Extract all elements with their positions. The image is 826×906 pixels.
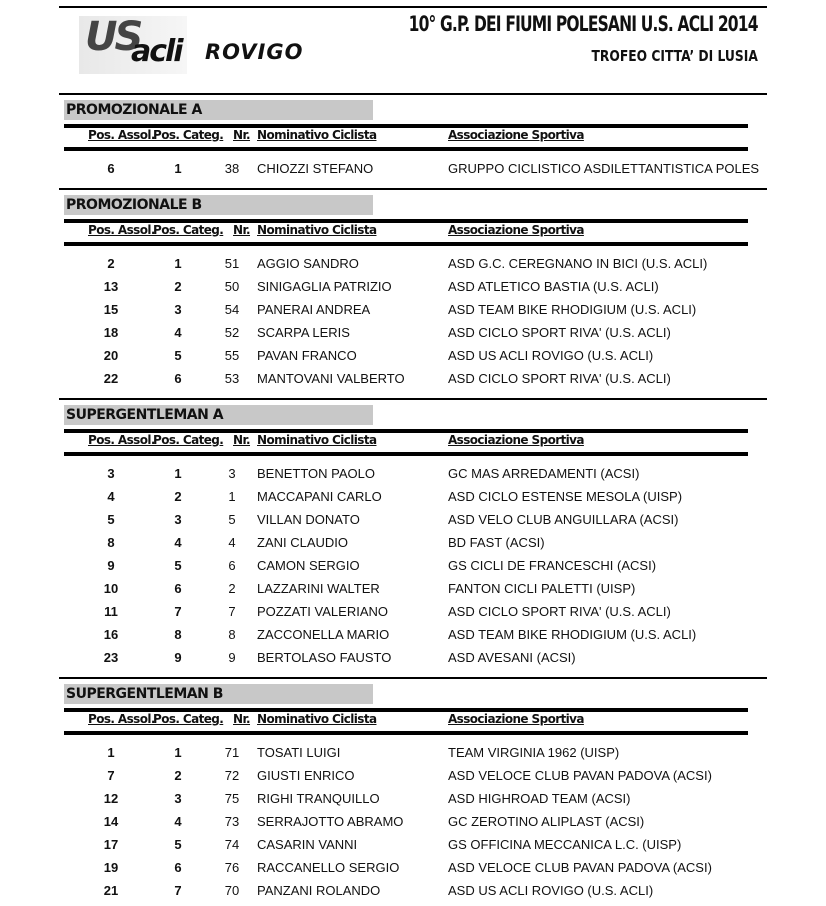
table-row xyxy=(59,883,767,905)
column-header-nominativo: Nominativo Ciclista xyxy=(257,433,377,447)
us-acli-logo xyxy=(79,16,187,74)
table-row xyxy=(59,512,767,534)
bib-number-cell: 8 xyxy=(228,627,236,642)
pos-categ-cell: 2 xyxy=(174,279,182,294)
pos-categ-cell: 2 xyxy=(174,768,182,783)
pos-categ-cell: 3 xyxy=(174,302,182,317)
pos-categ-cell: 6 xyxy=(174,581,182,596)
table-row xyxy=(59,279,767,301)
bib-number-cell: 51 xyxy=(224,256,240,271)
table-row xyxy=(59,791,767,813)
rider-name-cell: PANZANI ROLANDO xyxy=(257,883,381,898)
club-cell: FANTON CICLI PALETTI (UISP) xyxy=(448,581,636,596)
bib-number-cell: 53 xyxy=(224,371,240,386)
bib-number-cell: 54 xyxy=(224,302,240,317)
table-row xyxy=(59,768,767,790)
column-header-pos-assol: Pos. Assol. xyxy=(88,433,155,447)
bib-number-cell: 38 xyxy=(224,161,240,176)
column-header-nominativo: Nominativo Ciclista xyxy=(257,128,377,142)
pos-assol-cell: 10 xyxy=(103,581,119,596)
pos-categ-cell: 6 xyxy=(174,860,182,875)
rider-name-cell: CAMON SERGIO xyxy=(257,558,360,573)
column-header-pos-assol: Pos. Assol. xyxy=(88,223,155,237)
pos-categ-cell: 5 xyxy=(174,837,182,852)
column-header-associazione: Associazione Sportiva xyxy=(448,433,584,447)
header-rule-bottom xyxy=(64,147,748,151)
table-row xyxy=(59,489,767,511)
pos-categ-cell: 3 xyxy=(174,512,182,527)
pos-categ-cell: 8 xyxy=(174,627,182,642)
rider-name-cell: MACCAPANI CARLO xyxy=(257,489,382,504)
pos-assol-cell: 18 xyxy=(103,325,119,340)
club-cell: ASD VELOCE CLUB PAVAN PADOVA (ACSI) xyxy=(448,768,712,783)
table-row xyxy=(59,161,767,183)
club-cell: GS OFFICINA MECCANICA L.C. (UISP) xyxy=(448,837,682,852)
column-header-associazione: Associazione Sportiva xyxy=(448,223,584,237)
table-row xyxy=(59,604,767,626)
section-divider xyxy=(59,188,767,190)
pos-assol-cell: 23 xyxy=(103,650,119,665)
header-rule-bottom xyxy=(64,242,748,246)
pos-assol-cell: 16 xyxy=(103,627,119,642)
table-row xyxy=(59,535,767,557)
pos-assol-cell: 15 xyxy=(103,302,119,317)
rider-name-cell: PANERAI ANDREA xyxy=(257,302,371,317)
pos-assol-cell: 9 xyxy=(107,558,115,573)
table-row xyxy=(59,627,767,649)
column-header-nominativo: Nominativo Ciclista xyxy=(257,223,377,237)
rider-name-cell: BERTOLASO FAUSTO xyxy=(257,650,392,665)
column-header-associazione: Associazione Sportiva xyxy=(448,712,584,726)
club-cell: ASD VELOCE CLUB PAVAN PADOVA (ACSI) xyxy=(448,860,712,875)
rider-name-cell: PAVAN FRANCO xyxy=(257,348,357,363)
rider-name-cell: VILLAN DONATO xyxy=(257,512,360,527)
club-cell: GC ZEROTINO ALIPLAST (ACSI) xyxy=(448,814,645,829)
table-row xyxy=(59,814,767,836)
column-header-associazione: Associazione Sportiva xyxy=(448,128,584,142)
rider-name-cell: SERRAJOTTO ABRAMO xyxy=(257,814,404,829)
pos-assol-cell: 14 xyxy=(103,814,119,829)
bib-number-cell: 3 xyxy=(228,466,236,481)
club-cell: BD FAST (ACSI) xyxy=(448,535,545,550)
pos-assol-cell: 22 xyxy=(103,371,119,386)
pos-assol-cell: 1 xyxy=(107,745,115,760)
bib-number-cell: 72 xyxy=(224,768,240,783)
bib-number-cell: 50 xyxy=(224,279,240,294)
pos-categ-cell: 2 xyxy=(174,489,182,504)
rider-name-cell: CASARIN VANNI xyxy=(257,837,358,852)
pos-categ-cell: 1 xyxy=(174,256,182,271)
pos-categ-cell: 4 xyxy=(174,814,182,829)
category-title: SUPERGENTLEMAN A xyxy=(64,405,373,425)
rider-name-cell: RACCANELLO SERGIO xyxy=(257,860,400,875)
pos-assol-cell: 12 xyxy=(103,791,119,806)
pos-assol-cell: 4 xyxy=(107,489,115,504)
rider-name-cell: ZANI CLAUDIO xyxy=(257,535,349,550)
club-cell: ASD CICLO SPORT RIVA' (U.S. ACLI) xyxy=(448,371,671,386)
pos-categ-cell: 5 xyxy=(174,558,182,573)
pos-assol-cell: 20 xyxy=(103,348,119,363)
bib-number-cell: 55 xyxy=(224,348,240,363)
column-header-pos-assol: Pos. Assol. xyxy=(88,712,155,726)
bib-number-cell: 74 xyxy=(224,837,240,852)
club-cell: ASD ATLETICO BASTIA (U.S. ACLI) xyxy=(448,279,659,294)
pos-assol-cell: 11 xyxy=(104,604,118,619)
bib-number-cell: 4 xyxy=(228,535,236,550)
bib-number-cell: 9 xyxy=(228,650,236,665)
column-header-pos-categ: Pos. Categ. xyxy=(153,223,224,237)
column-header-nr: Nr. xyxy=(233,712,251,726)
pos-assol-cell: 6 xyxy=(107,161,115,176)
category-title: PROMOZIONALE A xyxy=(64,100,373,120)
pos-categ-cell: 6 xyxy=(174,371,182,386)
table-row xyxy=(59,860,767,882)
rider-name-cell: RIGHI TRANQUILLO xyxy=(257,791,380,806)
rider-name-cell: POZZATI VALERIANO xyxy=(257,604,388,619)
category-section xyxy=(59,398,767,673)
column-header-pos-assol: Pos. Assol. xyxy=(88,128,155,142)
rider-name-cell: SINIGAGLIA PATRIZIO xyxy=(257,279,392,294)
pos-assol-cell: 19 xyxy=(103,860,119,875)
pos-categ-cell: 4 xyxy=(174,325,182,340)
table-row xyxy=(59,256,767,278)
pos-categ-cell: 1 xyxy=(174,161,182,176)
pos-categ-cell: 1 xyxy=(174,745,182,760)
section-divider xyxy=(59,677,767,679)
rider-name-cell: MANTOVANI VALBERTO xyxy=(257,371,405,386)
bib-number-cell: 1 xyxy=(228,489,236,504)
bib-number-cell: 75 xyxy=(224,791,240,806)
bib-number-cell: 52 xyxy=(224,325,240,340)
logo-text: acli xyxy=(131,34,182,69)
table-row xyxy=(59,558,767,580)
bib-number-cell: 6 xyxy=(228,558,236,573)
table-row xyxy=(59,837,767,859)
table-row xyxy=(59,581,767,603)
top-rule xyxy=(59,6,767,8)
category-section xyxy=(59,677,767,906)
club-cell: ASD TEAM BIKE RHODIGIUM (U.S. ACLI) xyxy=(448,302,697,317)
category-section xyxy=(59,93,767,184)
column-header-pos-categ: Pos. Categ. xyxy=(153,433,224,447)
club-cell: GRUPPO CICLISTICO ASDILETTANTISTICA POLES xyxy=(448,161,760,176)
club-cell: ASD US ACLI ROVIGO (U.S. ACLI) xyxy=(448,348,654,363)
pos-categ-cell: 7 xyxy=(174,604,182,619)
column-header-nominativo: Nominativo Ciclista xyxy=(257,712,377,726)
bib-number-cell: 5 xyxy=(228,512,236,527)
club-cell: ASD TEAM BIKE RHODIGIUM (U.S. ACLI) xyxy=(448,627,697,642)
table-row xyxy=(59,745,767,767)
column-header-nr: Nr. xyxy=(233,433,251,447)
pos-assol-cell: 13 xyxy=(103,279,119,294)
section-divider xyxy=(59,398,767,400)
column-header-nr: Nr. xyxy=(233,128,251,142)
table-row xyxy=(59,302,767,324)
header-rule-bottom xyxy=(64,731,748,735)
pos-categ-cell: 9 xyxy=(174,650,182,665)
pos-assol-cell: 2 xyxy=(107,256,115,271)
rider-name-cell: AGGIO SANDRO xyxy=(257,256,359,271)
club-cell: ASD CICLO SPORT RIVA' (U.S. ACLI) xyxy=(448,325,671,340)
bib-number-cell: 2 xyxy=(228,581,236,596)
table-row xyxy=(59,466,767,488)
table-row xyxy=(59,325,767,347)
page-subtitle: TROFEO CITTA’ DI LUSIA xyxy=(591,47,758,65)
table-row xyxy=(59,371,767,393)
bib-number-cell: 7 xyxy=(228,604,236,619)
header-rule-bottom xyxy=(64,452,748,456)
page-title: 10° G.P. DEI FIUMI POLESANI U.S. ACLI 2014 xyxy=(408,12,758,36)
bib-number-cell: 70 xyxy=(224,883,240,898)
category-section xyxy=(59,188,767,394)
table-row xyxy=(59,348,767,370)
pos-assol-cell: 3 xyxy=(107,466,115,481)
rider-name-cell: GIUSTI ENRICO xyxy=(257,768,355,783)
pos-categ-cell: 1 xyxy=(174,466,182,481)
pos-categ-cell: 5 xyxy=(174,348,182,363)
club-cell: ASD CICLO SPORT RIVA' (U.S. ACLI) xyxy=(448,604,671,619)
city-label: ROVIGO xyxy=(205,40,304,64)
bib-number-cell: 71 xyxy=(224,745,240,760)
rider-name-cell: BENETTON PAOLO xyxy=(257,466,375,481)
club-cell: ASD AVESANI (ACSI) xyxy=(448,650,576,665)
category-title: SUPERGENTLEMAN B xyxy=(64,684,373,704)
bib-number-cell: 76 xyxy=(224,860,240,875)
pos-assol-cell: 17 xyxy=(103,837,119,852)
pos-assol-cell: 8 xyxy=(107,535,115,550)
rider-name-cell: TOSATI LUIGI xyxy=(257,745,341,760)
column-header-pos-categ: Pos. Categ. xyxy=(153,128,224,142)
club-cell: ASD CICLO ESTENSE MESOLA (UISP) xyxy=(448,489,683,504)
section-divider xyxy=(59,93,767,95)
pos-assol-cell: 21 xyxy=(103,883,119,898)
category-title: PROMOZIONALE B xyxy=(64,195,373,215)
column-header-nr: Nr. xyxy=(233,223,251,237)
club-cell: TEAM VIRGINIA 1962 (UISP) xyxy=(448,745,620,760)
rider-name-cell: SCARPA LERIS xyxy=(257,325,350,340)
table-row xyxy=(59,650,767,672)
pos-categ-cell: 7 xyxy=(174,883,182,898)
pos-categ-cell: 3 xyxy=(174,791,182,806)
logo-mark: US xyxy=(85,14,141,60)
column-header-pos-categ: Pos. Categ. xyxy=(153,712,224,726)
pos-assol-cell: 5 xyxy=(107,512,115,527)
club-cell: ASD US ACLI ROVIGO (U.S. ACLI) xyxy=(448,883,654,898)
club-cell: ASD G.C. CEREGNANO IN BICI (U.S. ACLI) xyxy=(448,256,708,271)
club-cell: ASD HIGHROAD TEAM (ACSI) xyxy=(448,791,631,806)
pos-categ-cell: 4 xyxy=(174,535,182,550)
bib-number-cell: 73 xyxy=(224,814,240,829)
rider-name-cell: CHIOZZI STEFANO xyxy=(257,161,374,176)
club-cell: ASD VELO CLUB ANGUILLARA (ACSI) xyxy=(448,512,679,527)
pos-assol-cell: 7 xyxy=(107,768,115,783)
club-cell: GC MAS ARREDAMENTI (ACSI) xyxy=(448,466,640,481)
rider-name-cell: LAZZARINI WALTER xyxy=(257,581,380,596)
club-cell: GS CICLI DE FRANCESCHI (ACSI) xyxy=(448,558,657,573)
rider-name-cell: ZACCONELLA MARIO xyxy=(257,627,390,642)
